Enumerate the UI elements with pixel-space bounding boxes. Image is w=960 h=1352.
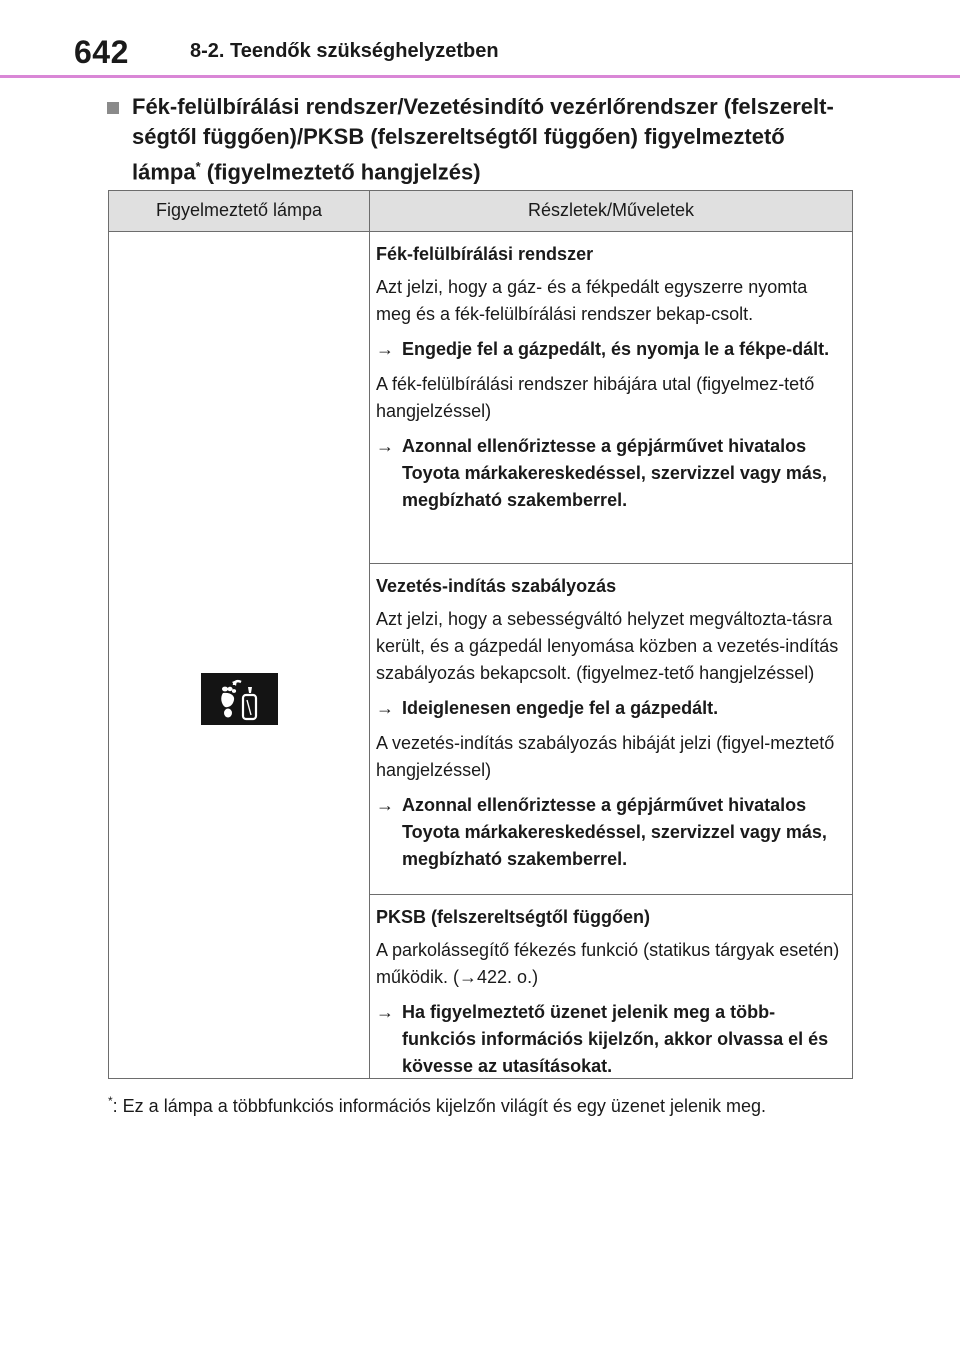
footnote xyxy=(108,1088,868,1119)
header-divider xyxy=(0,75,960,78)
row-action xyxy=(376,433,846,514)
heading-line-3-start: lámpa xyxy=(132,159,196,185)
arrow-icon: → xyxy=(376,436,394,456)
table-header xyxy=(109,191,852,232)
row-action xyxy=(376,792,846,873)
row-description: Azt jelzi, hogy a sebességváltó helyzet megváltozta-tásra került, és a gázpedál lenyomása közben a vezetés-indítás szabályozás bekapcsolt. (figyelmez-tető hangjelzéssel) xyxy=(376,609,839,683)
section-title: 8-2. Teendők szükséghelyzetben xyxy=(190,40,499,62)
column-header-lamp: Figyelmeztető lámpa xyxy=(155,200,323,220)
column-header-details: Részletek/Műveletek xyxy=(527,200,695,220)
heading-line-3-end: (figyelmeztető hangjelzés) xyxy=(200,159,481,185)
square-bullet-icon xyxy=(107,102,119,114)
row-title: PKSB (felszereltségtől függően) xyxy=(376,907,651,927)
warning-light-table xyxy=(108,190,853,1079)
row-action xyxy=(376,695,846,722)
row-action-text: Azonnal ellenőriztesse a gépjárművet hivatalos Toyota márkakereskedéssel, szervizzel vagy más, megbízható szakemberrel. xyxy=(402,795,827,869)
page-header xyxy=(0,0,960,80)
table-row-brake-override xyxy=(370,232,852,563)
footnote-marker: * xyxy=(108,1094,113,1108)
row-action-text: Engedje fel a gázpedált, és nyomja le a fékpe-dált. xyxy=(402,339,830,359)
arrow-icon: → xyxy=(376,795,394,815)
row-description: A vezetés-indítás szabályozás hibáját jelzi (figyel-meztető hangjelzéssel) xyxy=(376,733,835,780)
row-action-text: Azonnal ellenőriztesse a gépjárművet hivatalos Toyota márkakereskedéssel, szervizzel vagy más, megbízható szakemberrel. xyxy=(402,436,827,510)
footnote-text: : Ez a lámpa a többfunkciós információs kijelzőn világít és egy üzenet jelenik meg. xyxy=(112,1096,767,1116)
arrow-icon: → xyxy=(376,339,394,359)
row-action-text: Ideiglenesen engedje fel a gázpedált. xyxy=(402,698,719,718)
page-number: 642 xyxy=(74,34,129,70)
foot-on-pedal-warning-icon xyxy=(201,673,278,725)
row-description: Azt jelzi, hogy a gáz- és a fékpedált egyszerre nyomta meg és a fék-felülbírálási rendszer bekap-csolt. xyxy=(376,277,808,324)
arrow-icon: → xyxy=(376,698,394,718)
row-title: Vezetés-indítás szabályozás xyxy=(376,576,617,596)
lamp-cell xyxy=(109,232,369,1078)
row-action xyxy=(376,336,846,363)
section-heading xyxy=(108,92,868,187)
row-action xyxy=(376,999,846,1080)
row-description: A fék-felülbírálási rendszer hibájára utal (figyelmez-tető hangjelzéssel) xyxy=(376,374,815,421)
heading-line-1: Fék-felülbírálási rendszer/Vezetésindító vezérlőrendszer (felszerelt- xyxy=(132,94,834,119)
table-row-drive-start-control xyxy=(370,564,852,894)
row-title: Fék-felülbírálási rendszer xyxy=(376,244,594,264)
footnote-marker: * xyxy=(195,159,201,174)
heading-line-3 xyxy=(108,152,868,187)
arrow-icon: → xyxy=(376,1002,394,1022)
heading-line-2: ségtől függően)/PKSB (felszereltségtől függően) figyelmeztető xyxy=(132,124,785,149)
row-action-text: Ha figyelmeztető üzenet jelenik meg a több-funkciós információs kijelzőn, akkor olvassa el és kövesse az utasításokat. xyxy=(402,1002,829,1076)
table-row-pksb xyxy=(370,895,852,1078)
row-description: A parkolássegítő fékezés funkció (statikus tárgyak esetén) működik. (→422. o.) xyxy=(376,940,840,987)
